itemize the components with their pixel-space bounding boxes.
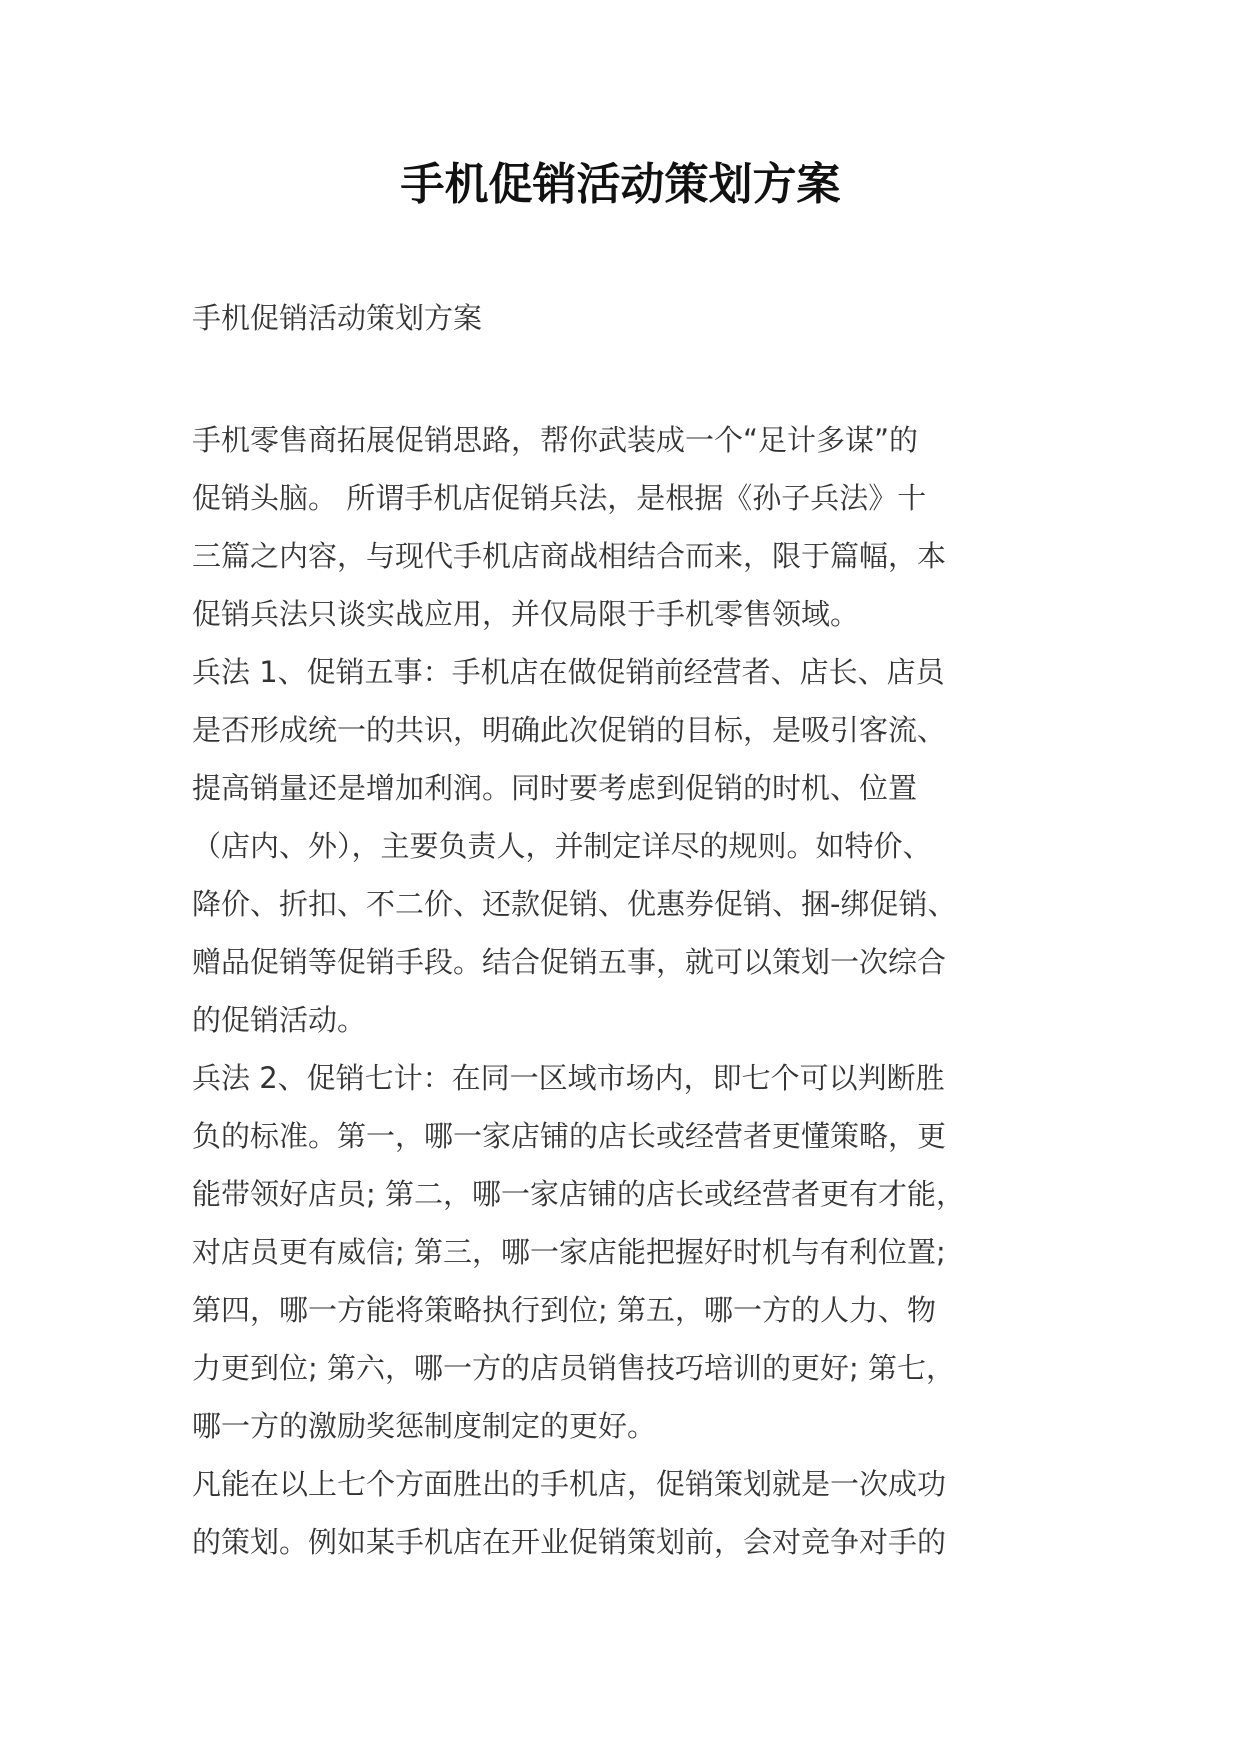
body-line: 兵法 2、促销七计：在同一区域市场内，即七个可以判断胜 xyxy=(192,1061,945,1095)
body-line: 促销兵法只谈实战应用，并仅局限于手机零售领域。 xyxy=(192,597,860,631)
body-line: 能带领好店员; 第二，哪一家店铺的店长或经营者更有才能， xyxy=(192,1177,965,1211)
body-line: 三篇之内容，与现代手机店商战相结合而来，限于篇幅，本 xyxy=(192,539,947,573)
body-line: 兵法 1、促销五事：手机店在做促销前经营者、店长、店员 xyxy=(192,655,945,689)
body-line: 的促销活动。 xyxy=(192,1003,367,1037)
body-line: 手机零售商拓展促销思路，帮你武装成一个“足计多谋”的 xyxy=(192,423,919,457)
body-line: 力更到位; 第六，哪一方的店员销售技巧培训的更好; 第七， xyxy=(192,1351,955,1385)
body-line: 的策划。例如某手机店在开业促销策划前，会对竞争对手的 xyxy=(192,1525,947,1559)
body-line: 第四，哪一方能将策略执行到位; 第五，哪一方的人力、物 xyxy=(192,1293,936,1327)
body-line: 是否形成统一的共识，明确此次促销的目标，是吸引客流、 xyxy=(192,713,947,747)
body-line: 提高销量还是增加利润。同时要考虑到促销的时机、位置 xyxy=(192,771,918,805)
body-line: 负的标准。第一，哪一家店铺的店长或经营者更懂策略，更 xyxy=(192,1119,947,1153)
document-subtitle: 手机促销活动策划方案 xyxy=(192,301,483,335)
body-line: 哪一方的激励奖惩制度制定的更好。 xyxy=(192,1409,657,1443)
body-line: 赠品促销等促销手段。结合促销五事，就可以策划一次综合 xyxy=(192,945,947,979)
body-line: 降价、折扣、不二价、还款促销、优惠券促销、捆-绑促销、 xyxy=(192,887,957,921)
document-body xyxy=(192,411,1072,1571)
body-line: 对店员更有威信; 第三，哪一家店能把握好时机与有利位置; xyxy=(192,1235,946,1269)
document-title: 手机促销活动策划方案 xyxy=(400,159,841,210)
body-line: （店内、外），主要负责人，并制定详尽的规则。如特价、 xyxy=(192,829,932,863)
body-line: 凡能在以上七个方面胜出的手机店，促销策划就是一次成功 xyxy=(192,1467,947,1501)
body-line: 促销头脑。 所谓手机店促销兵法，是根据《孙子兵法》十 xyxy=(192,481,927,515)
